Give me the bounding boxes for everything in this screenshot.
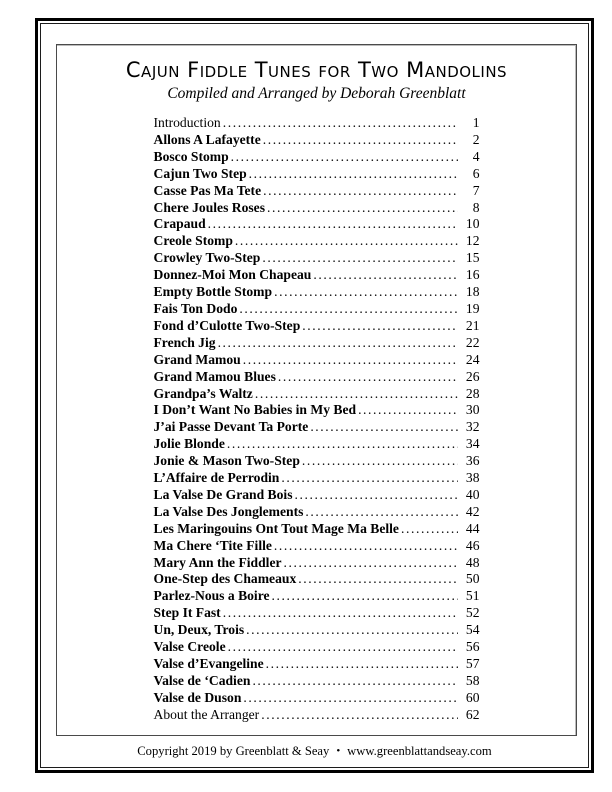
toc-row xyxy=(154,132,480,149)
toc-leader-dots xyxy=(263,132,458,149)
toc-leader-dots xyxy=(261,707,457,724)
toc-entry-page: 28 xyxy=(465,385,480,401)
toc-list xyxy=(154,115,480,724)
toc-leader-dots xyxy=(243,352,458,369)
toc-entry-page: 62 xyxy=(465,706,480,722)
toc-row xyxy=(154,166,480,183)
toc-entry-page: 21 xyxy=(465,317,480,333)
toc-entry-title: Parlez-Nous a Boire xyxy=(153,588,270,604)
toc-entry-title: Jolie Blonde xyxy=(153,436,225,452)
toc-leader-dots xyxy=(305,504,457,521)
toc-leader-dots xyxy=(401,521,458,538)
toc-leader-dots xyxy=(255,386,458,403)
toc-row xyxy=(154,555,480,572)
toc-row xyxy=(154,571,480,588)
toc-entry-title: J’ai Passe Devant Ta Porte xyxy=(153,419,309,435)
toc-entry-page: 6 xyxy=(472,165,480,181)
toc-row xyxy=(154,453,480,470)
toc-leader-dots xyxy=(239,301,457,318)
toc-leader-dots xyxy=(249,166,458,183)
toc-entry-title: Ma Chere ‘Tite Fille xyxy=(153,537,272,553)
toc-entry-page: 54 xyxy=(465,622,480,638)
toc-row xyxy=(154,318,480,335)
toc-entry-title: Valse d’Evangeline xyxy=(153,656,264,671)
toc-entry-title: Fais Ton Dodo xyxy=(153,300,238,316)
content-border-box xyxy=(56,44,577,736)
toc-entry-page: 44 xyxy=(465,520,480,536)
toc-entry-title: Creole Stomp xyxy=(153,233,233,249)
toc-row xyxy=(154,656,480,673)
toc-entry-title: Les Maringouins Ont Tout Mage Ma Belle xyxy=(153,520,399,536)
toc-leader-dots xyxy=(223,115,458,132)
toc-entry-title: Grand Mamou xyxy=(153,351,241,367)
toc-entry-page: 56 xyxy=(465,639,480,655)
toc-leader-dots xyxy=(274,284,457,301)
toc-entry-page: 30 xyxy=(465,402,480,418)
toc-leader-dots xyxy=(267,200,457,217)
toc-entry-title: Step It Fast xyxy=(153,605,221,621)
toc-row xyxy=(154,470,480,487)
toc-entry-page: 18 xyxy=(465,284,480,300)
toc-leader-dots xyxy=(218,335,458,352)
toc-leader-dots xyxy=(284,555,458,572)
toc-leader-dots xyxy=(302,318,457,335)
toc-entry-title: Valse Creole xyxy=(153,639,226,655)
toc-entry-page: 22 xyxy=(465,334,480,350)
toc-entry-title: French Jig xyxy=(153,334,216,350)
toc-row xyxy=(154,690,480,707)
toc-entry-page: 48 xyxy=(465,554,480,570)
page-title: Cajun Fiddle Tunes for Two Mandolins xyxy=(125,58,508,82)
toc-row xyxy=(154,386,480,403)
toc-entry-page: 7 xyxy=(472,182,480,198)
toc-row xyxy=(154,200,480,217)
toc-entry-page: 12 xyxy=(465,233,480,249)
toc-entry-title: La Valse Des Jonglements xyxy=(153,503,304,519)
toc-entry-page: 4 xyxy=(472,148,480,164)
toc-entry-page: 2 xyxy=(472,131,480,147)
toc-entry-title: Casse Pas Ma Tete xyxy=(153,182,262,198)
toc-row xyxy=(154,521,480,538)
toc-entry-title: Fond d’Culotte Two-Step xyxy=(153,317,301,333)
toc-entry-title: L’Affaire de Perrodin xyxy=(153,470,280,486)
toc-row xyxy=(154,588,480,605)
toc-leader-dots xyxy=(235,233,458,250)
toc-row xyxy=(154,538,480,555)
toc-entry-title: Crowley Two-Step xyxy=(153,250,261,266)
toc-leader-dots xyxy=(243,690,457,707)
toc-leader-dots xyxy=(274,538,458,555)
footer-separator-bullet: • xyxy=(336,745,341,757)
toc-row xyxy=(154,115,480,132)
toc-entry-page: 51 xyxy=(465,588,480,604)
toc-row xyxy=(154,402,480,419)
footer-copyright: Copyright 2019 by Greenblatt & Seay xyxy=(137,744,330,758)
toc-row xyxy=(154,250,480,267)
toc-entry-page: 38 xyxy=(465,470,480,486)
toc-entry-title: About the Arranger xyxy=(153,706,260,722)
toc-row xyxy=(154,352,480,369)
toc-entry-title: One-Step des Chameaux xyxy=(153,571,297,587)
toc-entry-page: 24 xyxy=(465,351,480,367)
toc-entry-page: 50 xyxy=(465,571,480,587)
toc-entry-page: 57 xyxy=(465,656,480,671)
toc-row xyxy=(154,436,480,453)
outer-border-frame xyxy=(35,18,594,773)
toc-leader-dots xyxy=(310,419,457,436)
toc-entry-page: 16 xyxy=(465,267,480,283)
toc-entry-page: 34 xyxy=(465,436,480,452)
toc-entry-page: 46 xyxy=(465,537,480,553)
toc-entry-title: Cajun Two Step xyxy=(153,165,247,181)
footer-website: www.greenblattandseay.com xyxy=(347,744,492,758)
toc-entry-page: 26 xyxy=(465,368,480,384)
toc-entry-title: Bosco Stomp xyxy=(153,148,229,164)
toc-row xyxy=(154,707,480,724)
toc-entry-title: Crapaud xyxy=(153,216,206,232)
toc-leader-dots xyxy=(294,487,457,504)
toc-entry-page: 1 xyxy=(472,115,480,130)
toc-entry-page: 32 xyxy=(465,419,480,435)
toc-row xyxy=(154,487,480,504)
toc-leader-dots xyxy=(313,267,457,284)
toc-leader-dots xyxy=(228,639,458,656)
toc-entry-title: Introduction xyxy=(153,115,221,130)
toc-row xyxy=(154,301,480,318)
toc-row xyxy=(154,504,480,521)
toc-leader-dots xyxy=(252,673,457,690)
toc-entry-page: 42 xyxy=(465,503,480,519)
toc-row xyxy=(154,419,480,436)
toc-entry-page: 40 xyxy=(465,486,480,502)
toc-leader-dots xyxy=(266,656,458,673)
toc-row xyxy=(154,149,480,166)
toc-row xyxy=(154,605,480,622)
toc-row xyxy=(154,216,480,233)
toc-row xyxy=(154,369,480,386)
toc-entry-title: Grandpa’s Waltz xyxy=(153,385,253,401)
toc-leader-dots xyxy=(298,571,457,588)
toc-entry-title: Empty Bottle Stomp xyxy=(153,284,273,300)
toc-entry-page: 19 xyxy=(465,300,480,316)
toc-leader-dots xyxy=(227,436,458,453)
footer xyxy=(41,744,588,759)
toc-leader-dots xyxy=(262,250,457,267)
toc-entry-title: Jonie & Mason Two-Step xyxy=(153,453,300,469)
toc-leader-dots xyxy=(302,453,458,470)
toc-leader-dots xyxy=(223,605,458,622)
toc-entry-page: 52 xyxy=(465,605,480,621)
toc-leader-dots xyxy=(272,588,458,605)
toc-leader-dots xyxy=(278,369,458,386)
toc-entry-page: 10 xyxy=(465,216,480,232)
page-subtitle: Compiled and Arranged by Deborah Greenblatt xyxy=(167,85,466,102)
toc-entry-title: Valse de ‘Cadien xyxy=(153,672,251,688)
toc-leader-dots xyxy=(263,183,457,200)
toc-leader-dots xyxy=(246,622,457,639)
toc-leader-dots xyxy=(281,470,457,487)
toc-entry-title: Grand Mamou Blues xyxy=(153,368,276,384)
toc-entry-title: Allons A Lafayette xyxy=(153,131,261,147)
toc-entry-page: 58 xyxy=(465,672,480,688)
toc-entry-title: Chere Joules Roses xyxy=(153,199,266,215)
toc-entry-title: Mary Ann the Fiddler xyxy=(153,554,282,570)
toc-row xyxy=(154,183,480,200)
toc-entry-title: La Valse De Grand Bois xyxy=(153,486,293,502)
toc-row xyxy=(154,639,480,656)
toc-row xyxy=(154,233,480,250)
inner-border-frame xyxy=(40,23,589,768)
toc-row xyxy=(154,267,480,284)
toc-entry-page: 8 xyxy=(472,199,480,215)
toc-entry-page: 60 xyxy=(465,689,480,705)
toc-entry-page: 15 xyxy=(465,250,480,266)
toc-entry-title: Donnez-Moi Mon Chapeau xyxy=(153,267,312,283)
toc-leader-dots xyxy=(231,149,458,166)
toc-row xyxy=(154,284,480,301)
toc-entry-title: Valse de Duson xyxy=(153,689,242,705)
toc-row xyxy=(154,335,480,352)
toc-entry-title: Un, Deux, Trois xyxy=(153,622,245,638)
toc-row xyxy=(154,622,480,639)
toc-leader-dots xyxy=(208,216,458,233)
toc-entry-page: 36 xyxy=(465,453,480,469)
toc-leader-dots xyxy=(358,402,457,419)
toc-entry-title: I Don’t Want No Babies in My Bed xyxy=(153,402,357,418)
toc-row xyxy=(154,673,480,690)
